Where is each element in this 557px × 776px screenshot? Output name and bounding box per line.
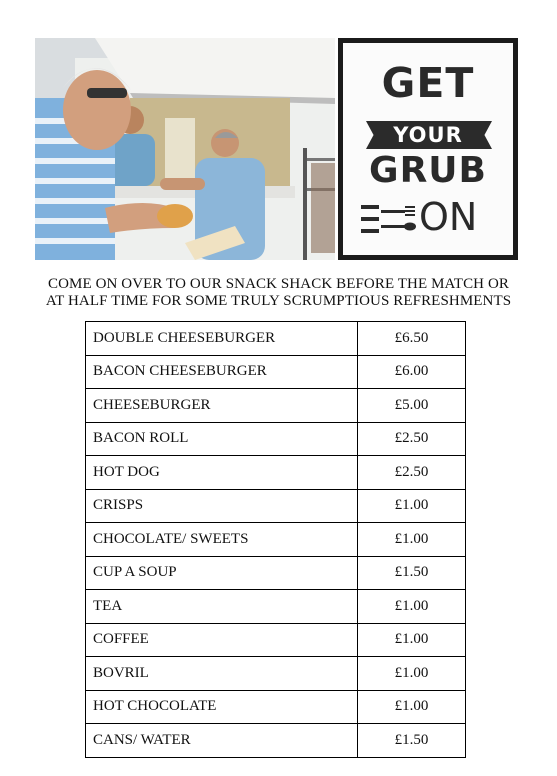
menu-row <box>86 657 466 691</box>
menu-item-price: £1.00 <box>358 523 466 557</box>
menu-item-price: £6.00 <box>358 355 466 389</box>
menu-item-name: CHEESEBURGER <box>86 389 358 423</box>
menu-item-price: £1.00 <box>358 690 466 724</box>
intro-line-1: COME ON OVER TO OUR SNACK SHACK BEFORE THE MATCH OR <box>48 276 509 292</box>
menu-row <box>86 556 466 590</box>
menu-row <box>86 590 466 624</box>
menu-item-name: CUP A SOUP <box>86 556 358 590</box>
menu-row <box>86 456 466 490</box>
menu-row <box>86 322 466 356</box>
menu-row <box>86 724 466 758</box>
menu-item-name: HOT DOG <box>86 456 358 490</box>
menu-row <box>86 489 466 523</box>
menu-item-name: BOVRIL <box>86 657 358 691</box>
poster-canvas <box>343 43 513 255</box>
menu-item-name: HOT CHOCOLATE <box>86 690 358 724</box>
poster-get: GET <box>381 59 475 107</box>
menu-item-price: £1.00 <box>358 590 466 624</box>
menu-item-name: COFFEE <box>86 623 358 657</box>
menu-item-name: CRISPS <box>86 489 358 523</box>
menu-item-price: £1.00 <box>358 623 466 657</box>
intro-line-2: AT HALF TIME FOR SOME TRULY SCRUMPTIOUS REFRESHMENTS <box>45 293 512 309</box>
menu-item-name: BACON CHEESEBURGER <box>86 355 358 389</box>
menu-row <box>86 355 466 389</box>
cutlery-icon <box>361 201 417 237</box>
menu-item-price: £2.50 <box>358 422 466 456</box>
poster-your: YOUR <box>393 123 463 147</box>
menu-row <box>86 389 466 423</box>
snack-shack-photo <box>35 38 335 260</box>
menu-item-name: DOUBLE CHEESEBURGER <box>86 322 358 356</box>
menu-item-name: TEA <box>86 590 358 624</box>
menu-row <box>86 523 466 557</box>
menu-item-price: £1.50 <box>358 556 466 590</box>
poster-grub: GRUB <box>369 150 487 191</box>
menu-item-price: £6.50 <box>358 322 466 356</box>
menu-item-price: £2.50 <box>358 456 466 490</box>
grub-poster <box>338 38 518 260</box>
menu-item-price: £1.50 <box>358 724 466 758</box>
menu-item-name: CANS/ WATER <box>86 724 358 758</box>
poster-on: ON <box>419 195 478 239</box>
menu-item-name: CHOCOLATE/ SWEETS <box>86 523 358 557</box>
menu-item-price: £1.00 <box>358 489 466 523</box>
menu-table <box>85 321 466 758</box>
intro-text <box>20 276 537 310</box>
menu-row <box>86 690 466 724</box>
menu-item-price: £5.00 <box>358 389 466 423</box>
menu-row <box>86 623 466 657</box>
menu-row <box>86 422 466 456</box>
menu-item-name: BACON ROLL <box>86 422 358 456</box>
menu-item-price: £1.00 <box>358 657 466 691</box>
